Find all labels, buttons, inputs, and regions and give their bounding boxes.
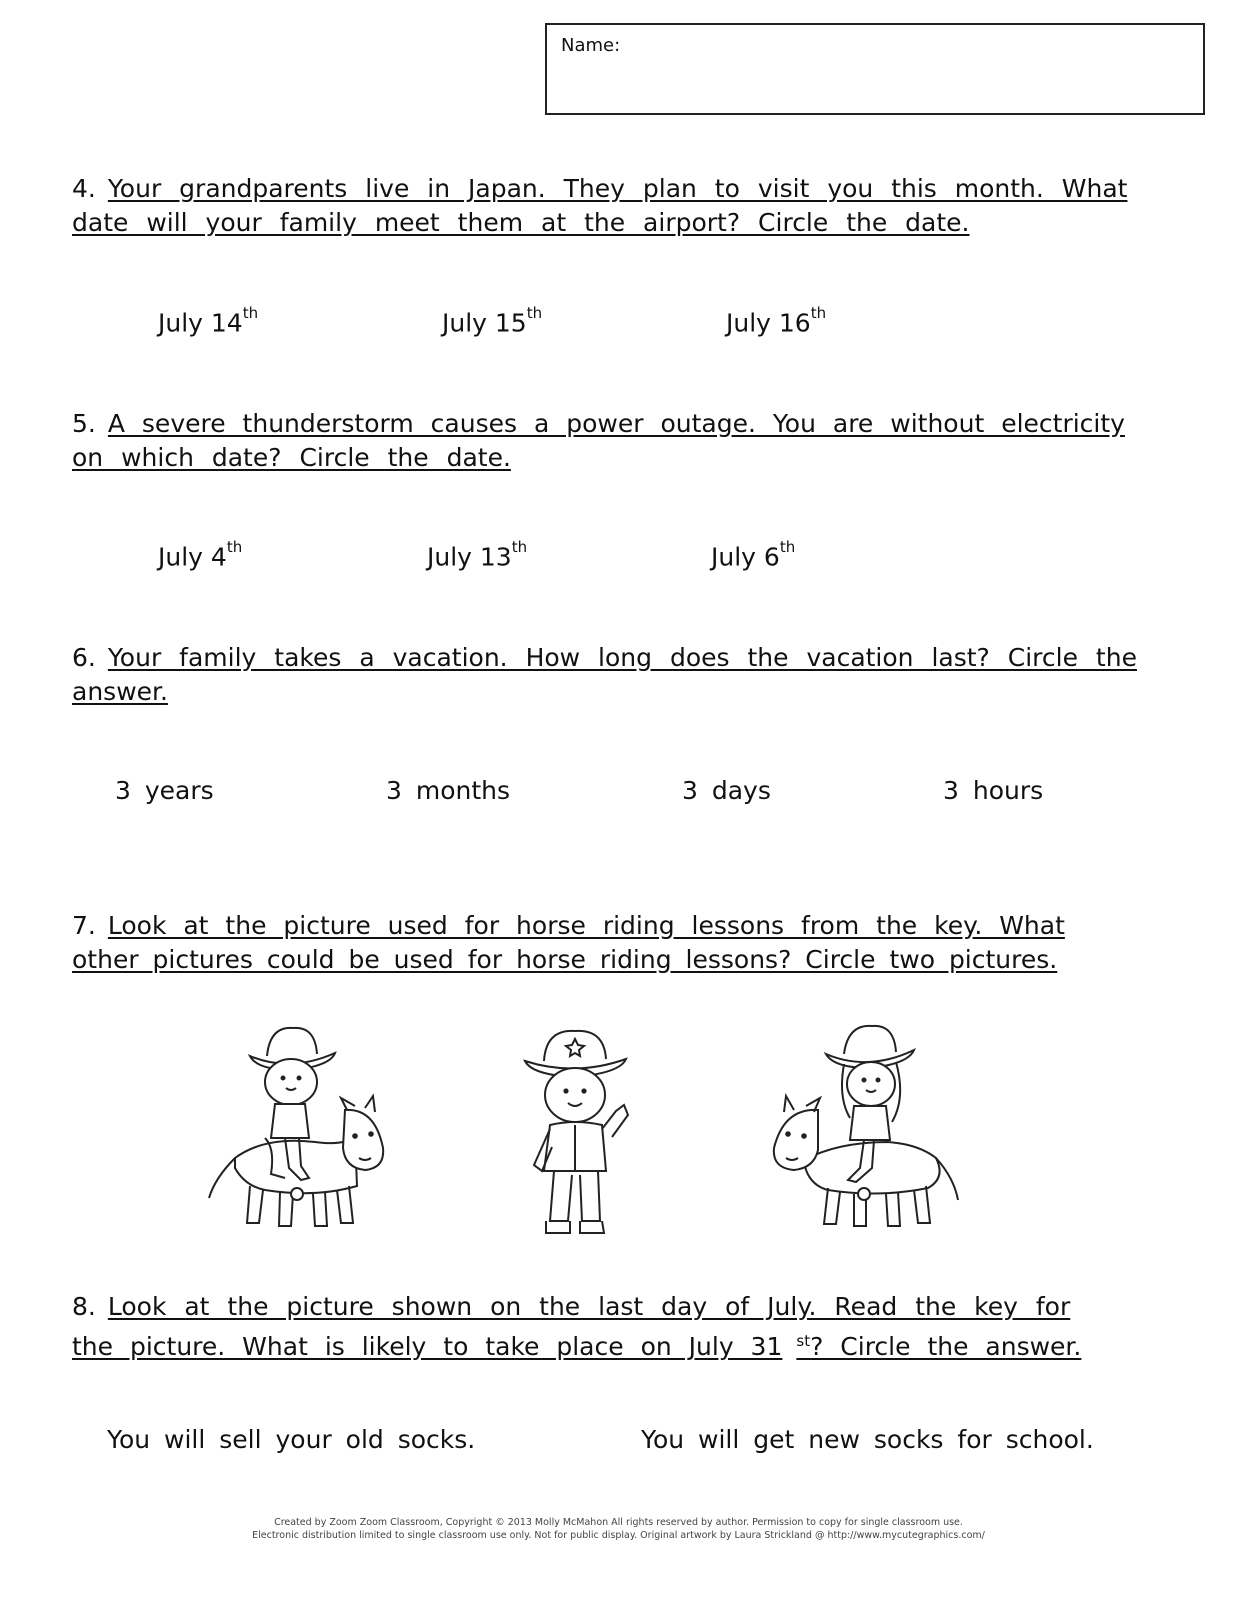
question-text-line-2: answer. <box>72 677 168 706</box>
option-3-years[interactable]: 3 years <box>115 776 214 805</box>
name-box[interactable] <box>545 23 1205 115</box>
option-3-days[interactable]: 3 days <box>682 776 771 805</box>
question-text-line-2: on which date? Circle the date. <box>72 443 511 472</box>
question-text-line-2: date will your family meet them at the airport? Circle the date. <box>72 208 970 237</box>
option-july-6[interactable]: July 6th <box>711 538 796 572</box>
question-number: 8. <box>72 1292 96 1321</box>
question-5 <box>72 407 1132 475</box>
question-6 <box>72 641 1137 709</box>
question-number: 7. <box>72 911 96 940</box>
option-july-15[interactable]: July 15th <box>442 304 543 338</box>
option-get-new-socks[interactable]: You will get new socks for school. <box>641 1425 1094 1454</box>
option-3-months[interactable]: 3 months <box>386 776 511 805</box>
question-number: 4. <box>72 174 96 203</box>
question-4 <box>72 172 1132 240</box>
footer-line-1: Created by Zoom Zoom Classroom, Copyright © 2013 Molly McMahon All rights reserved by author. Permission to copy for single classroom use. <box>274 1517 963 1528</box>
option-sell-old-socks[interactable]: You will sell your old socks. <box>107 1425 476 1454</box>
question-text-line-2: the picture. What is likely to take place on July 31 $^{st}$? Circle the answer. <box>72 1332 1082 1362</box>
option-july-4[interactable]: July 4th <box>158 538 243 572</box>
option-july-16[interactable]: July 16th <box>726 304 827 338</box>
question-text-line-1: A severe thunderstorm causes a power outage. You are without electricity <box>107 409 1125 438</box>
option-3-hours[interactable]: 3 hours <box>943 776 1044 805</box>
question-text-line-2: other pictures could be used for horse riding lessons? Circle two pictures. <box>72 945 1058 974</box>
question-text-line-1: Your family takes a vacation. How long does the vacation last? Circle the <box>107 643 1137 672</box>
question-text-line-1: Look at the picture shown on the last day of July. Read the key for <box>107 1292 1071 1321</box>
picture-cowboy-standing-waving[interactable] <box>520 1025 635 1240</box>
option-july-14[interactable]: July 14th <box>158 304 259 338</box>
option-july-13[interactable]: July 13th <box>427 538 528 572</box>
question-number: 5. <box>72 409 96 438</box>
question-number: 6. <box>72 643 96 672</box>
question-text-line-1: Your grandparents live in Japan. They plan to visit you this month. What <box>107 174 1128 203</box>
picture-cowgirl-riding-horse[interactable] <box>768 1018 963 1233</box>
picture-cowboy-riding-horse[interactable] <box>205 1018 390 1233</box>
footer <box>0 1516 1237 1542</box>
question-8 <box>72 1290 1132 1364</box>
question-text-line-1: Look at the picture used for horse riding lessons from the key. What <box>107 911 1065 940</box>
footer-line-2: Electronic distribution limited to single classroom use only. Not for public display. Original artwork by Laura Strickland @ http://www.mycutegraphics.com/ <box>252 1530 985 1541</box>
name-label: Name: <box>561 35 621 56</box>
question-7 <box>72 909 1132 977</box>
